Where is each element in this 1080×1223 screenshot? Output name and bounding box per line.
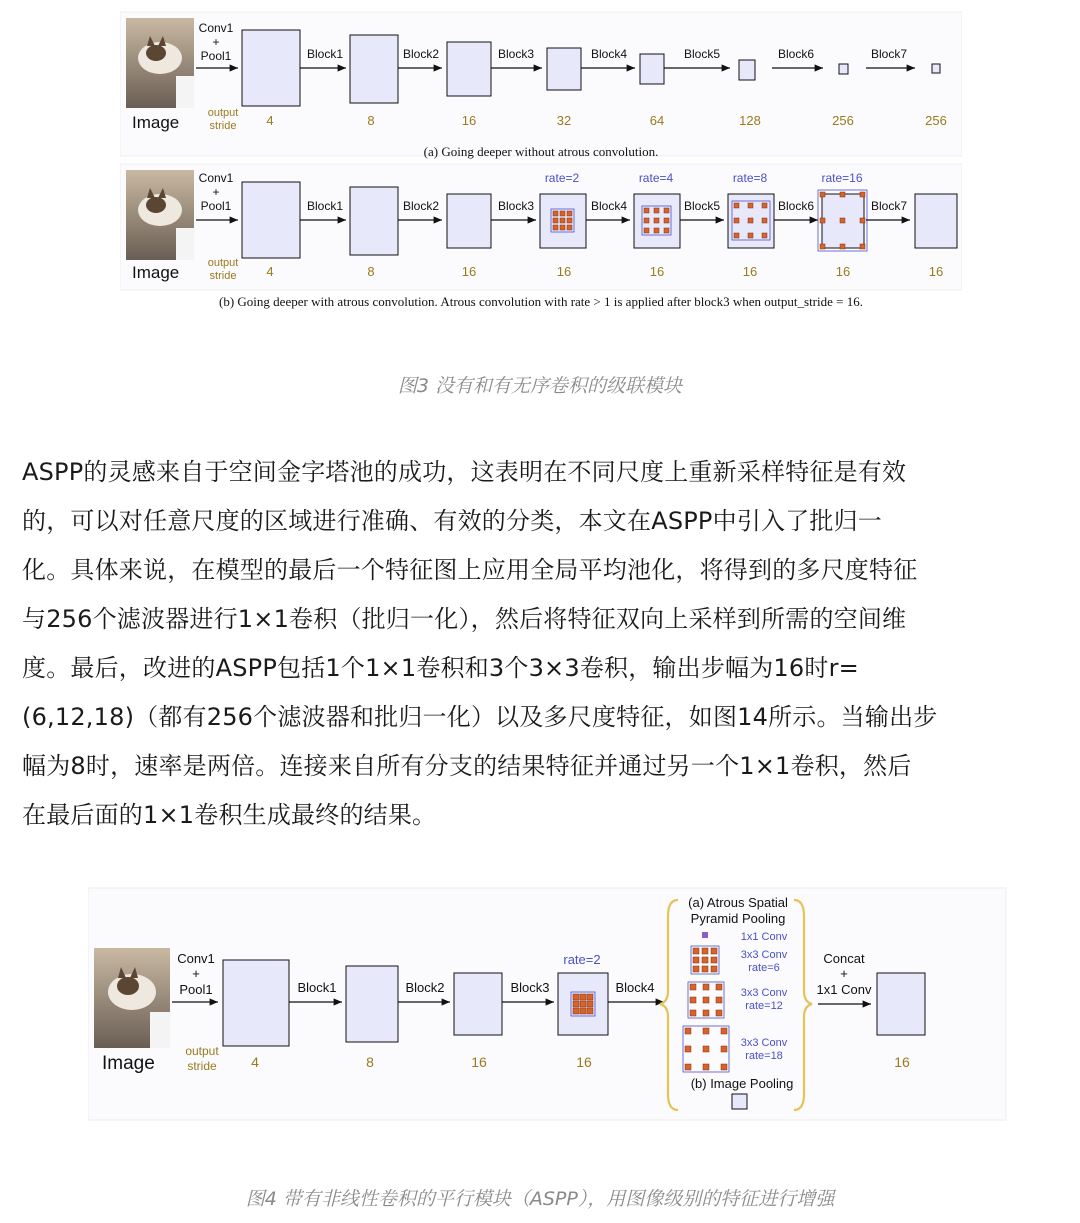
svg-text:rate=8: rate=8	[732, 171, 768, 185]
fig4-block-1	[223, 960, 289, 1046]
paragraph-line: (6,12,18)（都有256个滤波器和批归一化）以及多尺度特征，如图14所示。当输出步	[22, 703, 938, 731]
paragraph-line: 在最后面的1×1卷积生成最终的结果。	[22, 801, 437, 829]
svg-text:Block3: Block3	[497, 47, 535, 61]
svg-text:16: 16	[928, 264, 944, 279]
svg-text:128: 128	[739, 113, 761, 128]
paragraph-line: 化。具体来说，在模型的最后一个特征图上应用全局平均池化，将得到的多尺度特征	[22, 556, 918, 584]
fig3-caption-b: (b) Going deeper with atrous convolution. Atrous convolution with rate > 1 is applied after block3 when output_stride = 16.	[219, 294, 863, 309]
svg-text:+: +	[840, 966, 848, 981]
image-pooling-box	[732, 1094, 747, 1109]
svg-text:Block7: Block7	[870, 47, 908, 61]
fig3-cat-image-b	[126, 170, 194, 260]
svg-text:Conv1: Conv1	[198, 171, 234, 185]
fig3-block-b-2	[350, 187, 398, 255]
svg-text:16: 16	[894, 1054, 910, 1070]
image-pooling-label: (b) Image Pooling	[690, 1076, 794, 1091]
svg-text:Block7: Block7	[870, 199, 908, 213]
fig3-block-b-1	[242, 182, 300, 258]
aspp-rate12-kernel	[688, 982, 724, 1018]
svg-text:4: 4	[251, 1054, 259, 1070]
svg-text:16: 16	[461, 113, 477, 128]
svg-text:16: 16	[461, 264, 477, 279]
fig3-block-a-3	[447, 42, 491, 96]
fig3-image-label-a: Image	[132, 113, 180, 132]
figure-3-svg	[120, 8, 962, 324]
svg-text:+: +	[212, 35, 220, 49]
svg-text:3x3 Conv: 3x3 Conv	[740, 1037, 788, 1049]
svg-text:16: 16	[742, 264, 758, 279]
svg-text:+: +	[212, 185, 220, 199]
svg-text:Block4: Block4	[615, 980, 655, 995]
fig3-cat-image-a	[126, 18, 194, 108]
svg-text:rate=2: rate=2	[563, 952, 601, 967]
fig4-image-label: Image	[102, 1053, 155, 1074]
paragraph-line: 的，可以对任意尺度的区域进行准确、有效的分类，本文在ASPP中引入了批归一	[22, 507, 882, 535]
paragraph-line: 幅为8时，速率是两倍。连接来自所有分支的结果特征并通过另一个1×1卷积，然后	[22, 752, 912, 780]
svg-text:32: 32	[556, 113, 572, 128]
svg-text:output: output	[185, 1044, 219, 1058]
fig3-block-a-5	[640, 54, 664, 84]
svg-text:rate=12: rate=12	[745, 1000, 783, 1012]
paragraph-line: ASPP的灵感来自于空间金字塔池的成功，这表明在不同尺度上重新采样特征是有效	[22, 458, 907, 486]
fig3-caption-a: (a) Going deeper without atrous convolution.	[423, 144, 659, 159]
svg-text:64: 64	[649, 113, 665, 128]
svg-text:rate=2: rate=2	[544, 171, 580, 185]
svg-text:Block2: Block2	[402, 199, 440, 213]
svg-text:16: 16	[471, 1054, 487, 1070]
svg-text:Block6: Block6	[777, 199, 815, 213]
fig3-block-a-2	[350, 35, 398, 103]
svg-text:Block1: Block1	[306, 199, 344, 213]
figure-4-diagram	[88, 886, 1008, 1122]
svg-text:stride: stride	[187, 1059, 217, 1073]
svg-text:Block5: Block5	[683, 199, 721, 213]
fig3-block-a-7	[839, 64, 848, 74]
svg-text:1x1 Conv: 1x1 Conv	[816, 982, 872, 997]
figure-3-diagram	[120, 8, 962, 324]
svg-text:Concat: Concat	[823, 951, 865, 966]
svg-text:Block2: Block2	[402, 47, 440, 61]
fig4-block-3	[454, 973, 502, 1035]
aspp-1x1-kernel	[702, 932, 708, 938]
svg-text:Pool1: Pool1	[179, 982, 213, 997]
figure-4-title: 图4 带有非线性卷积的平行模块（ASPP），用图像级别的特征进行增强	[245, 1188, 835, 1210]
article-paragraph	[22, 448, 1066, 840]
svg-text:Pyramid Pooling: Pyramid Pooling	[690, 911, 786, 926]
svg-text:3x3 Conv: 3x3 Conv	[740, 949, 788, 961]
svg-text:Block3: Block3	[497, 199, 535, 213]
svg-text:rate=16: rate=16	[821, 171, 863, 185]
svg-text:Block3: Block3	[510, 980, 550, 995]
svg-text:Block4: Block4	[590, 199, 628, 213]
svg-text:stride: stride	[209, 120, 237, 132]
aspp-rate6-kernel	[691, 946, 719, 974]
svg-text:1x1 Conv: 1x1 Conv	[740, 931, 788, 943]
svg-text:stride: stride	[209, 270, 237, 282]
svg-text:Block1: Block1	[306, 47, 344, 61]
svg-text:8: 8	[366, 1054, 374, 1070]
fig3-block-b-3	[447, 194, 491, 248]
svg-text:16: 16	[649, 264, 665, 279]
fig3-block-b-8	[915, 194, 957, 248]
figure-4-svg	[88, 886, 1008, 1122]
svg-text:Pool1: Pool1	[200, 199, 232, 213]
svg-text:Conv1: Conv1	[177, 951, 215, 966]
svg-text:256: 256	[925, 113, 947, 128]
svg-text:(a) Atrous Spatial: (a) Atrous Spatial	[688, 895, 788, 910]
fig3-conv1-a: Conv1	[198, 21, 234, 35]
svg-text:output: output	[207, 257, 239, 269]
svg-text:4: 4	[266, 113, 274, 128]
figure-3-title: 图3 没有和有无序卷积的级联模块	[397, 375, 683, 397]
svg-text:8: 8	[367, 113, 375, 128]
svg-text:+: +	[192, 966, 200, 981]
svg-text:Block4: Block4	[590, 47, 628, 61]
svg-text:output: output	[207, 107, 239, 119]
fig4-output-block	[877, 973, 925, 1035]
svg-text:rate=18: rate=18	[745, 1050, 783, 1062]
svg-text:rate=6: rate=6	[748, 962, 780, 974]
fig3-block-a-8	[932, 64, 940, 73]
fig4-cat-image	[94, 948, 170, 1048]
svg-text:Block1: Block1	[297, 980, 337, 995]
fig3-block-a-1	[242, 30, 300, 106]
svg-text:16: 16	[576, 1054, 592, 1070]
svg-text:16: 16	[556, 264, 572, 279]
paragraph-line: 度。最后，改进的ASPP包括1个1×1卷积和3个3×3卷积，输出步幅为16时r=	[22, 654, 859, 682]
svg-text:4: 4	[266, 264, 274, 279]
svg-text:Block2: Block2	[405, 980, 445, 995]
svg-text:Block6: Block6	[777, 47, 815, 61]
paragraph-line: 与256个滤波器进行1×1卷积（批归一化），然后将特征双向上采样到所需的空间维	[22, 605, 907, 633]
svg-text:16: 16	[835, 264, 851, 279]
fig3-block-a-6	[739, 60, 755, 80]
fig3-block-a-4	[547, 48, 581, 90]
svg-text:8: 8	[367, 264, 375, 279]
fig4-block-2	[346, 966, 398, 1042]
fig3-image-label-b: Image	[132, 263, 180, 282]
svg-text:Block5: Block5	[683, 47, 721, 61]
svg-text:256: 256	[832, 113, 854, 128]
aspp-rate18-kernel	[683, 1026, 729, 1072]
fig3-pool1-a: Pool1	[200, 49, 232, 63]
svg-text:rate=4: rate=4	[638, 171, 674, 185]
svg-text:3x3 Conv: 3x3 Conv	[740, 987, 788, 999]
